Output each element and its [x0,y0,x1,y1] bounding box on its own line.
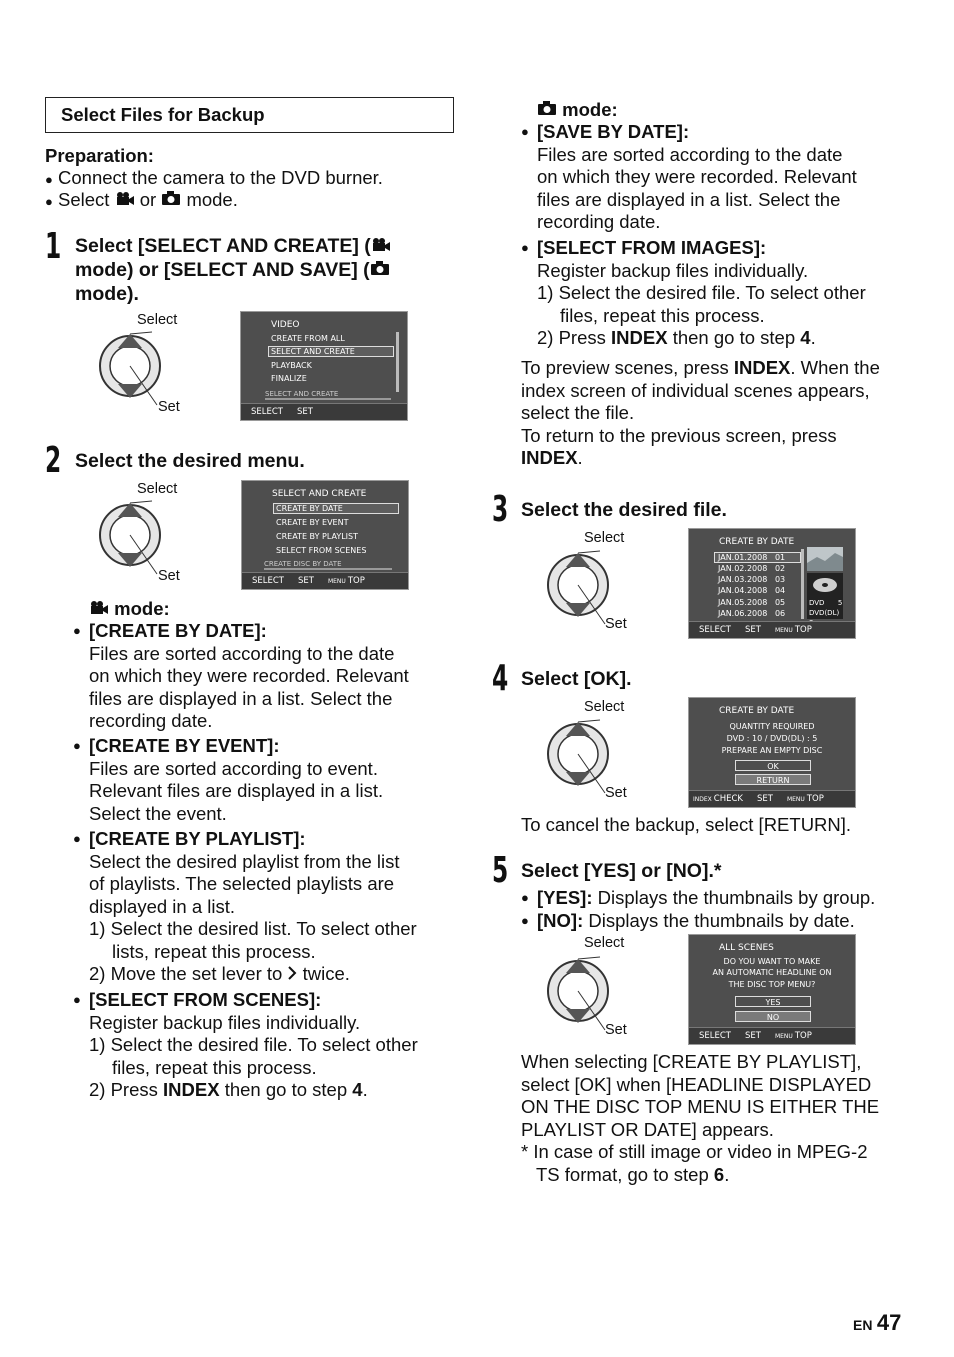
footer-set: SET [298,576,314,586]
step-ref: 6 [713,1163,725,1185]
preparation-item: ● Select or mode. [45,189,238,210]
select-label: Select [137,312,178,328]
menu-item-selected[interactable]: SELECT AND CREATE [269,347,393,356]
option-create-by-playlist: ● [CREATE BY PLAYLIST]: Select the desired playlist from the list of playlists. The selected playlists are displayed in a list. 1) Select the desired list. To select other lists, repeat this process. 2) Move the set lever to twice. [89,828,459,986]
step-title: Select [YES] or [NO].* [521,860,722,882]
substep-text: . [810,327,816,348]
step-ref: 4 [800,327,811,348]
step-title: Select the desired menu. [75,450,305,472]
language-code: EN [853,1317,873,1333]
footer-select: SELECT [251,407,283,417]
date-row-selected[interactable]: JAN.01.2008 01 [715,553,800,562]
step-title-text: mode). [75,283,139,305]
screen-title: ALL SCENES [719,943,774,953]
footer-select: SELECT [252,576,284,586]
note-text: To return to the previous screen, press [521,424,837,446]
option-create-by-event: ● [CREATE BY EVENT]: Files are sorted according to event. Relevant files are displayed in a list. Select the event. [89,735,459,825]
footer-set: SET [745,1031,761,1041]
still-camera-icon [161,189,181,210]
cancel-note: To cancel the backup, select [RETURN]. [521,814,852,835]
video-mode-heading [89,598,170,621]
index-button-text: INDEX [611,327,668,348]
footer-select: SELECT [699,625,731,635]
step-number: 4 [492,658,509,699]
note-text: To preview scenes, press [521,357,729,378]
set-label: Set [158,399,180,415]
preparation-text: Connect the camera to the DVD burner. [58,167,383,188]
heading-text: mode: [114,598,170,619]
select-label: Select [584,530,625,546]
footer-set: SET [297,407,313,417]
option-label: [CREATE BY PLAYLIST]: [89,828,306,849]
select-label: Select [137,481,178,497]
scrollbar [396,332,399,392]
section-title: Select Files for Backup [45,97,454,133]
substep-text: 2) Press [89,1079,158,1100]
option-text: files are displayed in a list. Select the [537,188,841,210]
chevron-right-icon [287,963,297,984]
preparation-text: mode. [186,189,238,210]
screen-title: SELECT AND CREATE [272,489,367,499]
screen-title: CREATE BY DATE [719,537,795,547]
footer-menu: MENU [786,796,805,803]
set-lever-diagram [540,935,660,1050]
note-text: ON THE DISC TOP MENU IS EITHER THE [521,1096,880,1117]
disc-info-panel [807,573,843,619]
footer-top: TOP [806,794,824,804]
option-label: [NO]: [537,909,584,931]
footer-select: SELECT [699,1031,731,1041]
option-text: on which they were recorded. Relevant [89,665,409,686]
substep-text: then go to step [224,1079,348,1100]
option-select-from-scenes: ● [SELECT FROM SCENES]: Register backup files individually. 1) Select the desired file. To select other files, repeat this process. 2) Press INDEX then go to step 4. [89,989,459,1102]
option-substep [89,963,459,986]
select-label: Select [584,699,625,715]
step-title: Select the desired file. [521,499,727,521]
substep-text: twice. [302,963,350,984]
index-button-text: INDEX [163,1079,220,1100]
date-row[interactable]: JAN.03.2008 03 [718,575,786,584]
screen-title: CREATE BY DATE [719,706,795,716]
heading-text: mode: [562,99,618,120]
set-label: Set [605,616,627,632]
option-substep: 1) Select the desired file. To select other [537,282,866,303]
preparation-heading: Preparation: [45,145,154,166]
still-mode-heading [537,99,618,122]
option-text: Files are sorted according to the date [537,143,843,165]
option-label: [SELECT FROM IMAGES]: [537,237,767,258]
step-title-text: mode) or [SELECT AND SAVE] ( [75,259,370,281]
lcd-screen-video-menu [240,311,408,421]
screen-footer [241,403,407,420]
note-text: PLAYLIST OR DATE] appears. [521,1118,774,1140]
page-number [853,1310,901,1336]
dvd-count: DVD 5 [809,599,843,607]
option-text: Register backup files individually. [89,1011,361,1033]
date-row[interactable]: JAN.05.2008 05 [718,598,786,607]
thumbnail-image [807,547,843,571]
option-save-by-date: ● [SAVE BY DATE]: Files are sorted according to the date on which they were recorded. Relevant files are displayed in a list. Select the recording date. [537,121,917,234]
step-title [75,234,455,306]
option-text: Displays the thumbnails by date. [588,909,855,931]
option-text: Select the event. [89,802,227,824]
preparation-text: Select [58,189,110,210]
lcd-screen-create-by-date-list [688,528,856,639]
option-substep: 1) Select the desired list. To select other [89,918,417,939]
footer-top: TOP [794,625,812,635]
preparation-text: or [139,189,157,210]
screen-footer [689,621,855,638]
option-text: recording date. [89,710,213,731]
option-text: of playlists. The selected playlists are [89,873,395,894]
lcd-screen-headline [688,934,856,1045]
video-camera-icon [115,189,135,210]
scrollbar [801,549,804,619]
date-row[interactable]: JAN.02.2008 02 [718,564,786,573]
dvddl-count: DVD(DL) [809,609,840,617]
screen-hint: CREATE DISC BY DATE [264,560,392,570]
screen-title: VIDEO [271,320,300,330]
screen-hint: SELECT AND CREATE [265,390,391,400]
menu-item[interactable]: FINALIZE [271,374,307,383]
note-text: . When the [790,357,880,378]
step-number: 1 [45,226,62,267]
option-text: Register backup files individually. [537,259,809,281]
date-row[interactable]: JAN.06.2008 06 [718,609,786,618]
ok-button[interactable]: OK [735,760,811,771]
option-text: recording date. [537,211,661,232]
lcd-screen-select-and-create [241,480,409,590]
option-label: [CREATE BY EVENT]: [89,735,280,756]
option-text: Relevant files are displayed in a list. [89,780,384,801]
select-label: Select [584,935,625,951]
option-create-by-date: ● [CREATE BY DATE]: Files are sorted according to the date on which they were recorded. Relevant files are displayed in a list. Select the recording date. [89,620,459,733]
screen-text: AN AUTOMATIC HEADLINE ON [712,968,832,977]
option-substep: files, repeat this process. [112,1056,317,1078]
option-label: [YES]: [537,887,593,908]
option-text: files are displayed in a list. Select the [89,687,393,709]
substep-text: then go to step [672,327,796,348]
note-text: index screen of individual scenes appears, [521,379,870,401]
screen-footer [242,572,408,589]
screen-text: DVD : 10 / DVD(DL) : 5 [726,734,818,743]
menu-item[interactable]: CREATE FROM ALL [271,334,345,343]
footer-index: INDEX [693,796,712,803]
option-label: [SELECT FROM SCENES]: [89,989,322,1010]
menu-item-selected[interactable]: CREATE BY DATE [274,504,398,513]
index-button-text: INDEX [521,447,578,468]
substep-text: . [362,1079,368,1100]
option-text: Files are sorted according to event. [89,757,378,779]
still-camera-icon [537,99,557,120]
preparation-item: ● Connect the camera to the DVD burner. [45,167,383,188]
set-label: Set [605,785,627,801]
screen-text: DO YOU WANT TO MAKE [723,957,821,966]
footer-set: SET [745,625,761,635]
screen-text: PREPARE AN EMPTY DISC [721,746,823,755]
option-text: Files are sorted according to the date [89,642,395,664]
return-button[interactable]: RETURN [735,774,811,785]
option-select-from-images: ● [SELECT FROM IMAGES]: Register backup files individually. 1) Select the desired file. To select other files, repeat this process. 2) Press INDEX then go to step 4. [537,237,917,350]
screen-text: QUANTITY REQUIRED [729,722,815,731]
no-button[interactable]: NO [735,1011,811,1022]
set-lever-diagram [540,529,660,644]
substep-text: 2) Move the set lever to [89,963,283,984]
menu-item[interactable]: SELECT FROM SCENES [276,546,367,555]
step-title-text: Select [SELECT AND CREATE] ( [75,235,371,257]
preview-note [521,357,916,470]
yes-button[interactable]: YES [735,996,811,1007]
note-text: select [OK] when [HEADLINE DISPLAYED [521,1073,872,1095]
screen-footer [689,790,855,807]
option-substep: 1) Select the desired file. To select other [89,1034,418,1055]
yes-no-options: ● [YES]: Displays the thumbnails by group. ● [NO]: Displays the thumbnails by date. [521,887,876,931]
option-label: [CREATE BY DATE]: [89,620,267,641]
set-lever-diagram [540,698,660,813]
menu-item[interactable]: CREATE BY EVENT [276,518,349,527]
note-text: . [577,447,583,468]
option-text: on which they were recorded. Relevant [537,166,857,187]
date-row[interactable]: JAN.04.2008 04 [718,586,786,595]
footer-menu: MENU [774,1033,793,1040]
note-text: When selecting [CREATE BY PLAYLIST], [521,1051,862,1072]
footer-top: TOP [347,576,365,586]
set-label: Set [605,1022,627,1038]
option-substep [537,327,917,350]
playlist-note [521,1051,921,1186]
footer-check: CHECK [713,794,743,804]
step-number: 5 [492,850,509,891]
option-substep: files, repeat this process. [560,304,765,326]
step-title: Select [OK]. [521,668,632,690]
footnote-text: TS format, go to step 6. [536,1163,730,1185]
page-number-value: 47 [876,1310,902,1335]
option-label: [SAVE BY DATE]: [537,121,690,142]
option-text: Displays the thumbnails by group. [597,887,876,908]
footer-menu: MENU [774,627,793,634]
step-ref: 4 [352,1079,363,1100]
footnote-text: * In case of still image or video in MPEG-2 [521,1141,868,1162]
step-number: 2 [45,440,62,481]
footer-set: SET [757,794,773,804]
footer-top: TOP [794,1031,812,1041]
option-substep [89,1079,459,1102]
index-button-text: INDEX [733,357,791,378]
screen-text: THE DISC TOP MENU? [728,980,816,989]
footer-menu: MENU [327,578,346,585]
option-text: displayed in a list. [89,895,236,917]
option-substep: lists, repeat this process. [112,940,316,962]
substep-text: 2) Press [537,327,606,348]
option-text: Select the desired playlist from the list [89,850,400,872]
lcd-screen-quantity [688,697,856,808]
still-camera-icon [370,259,390,281]
set-label: Set [158,568,180,584]
menu-item[interactable]: PLAYBACK [271,361,312,370]
screen-footer [689,1027,855,1044]
video-camera-icon [371,235,391,257]
menu-item[interactable]: CREATE BY PLAYLIST [276,532,358,541]
note-text: select the file. [521,402,635,423]
video-camera-icon [89,598,109,619]
step-number: 3 [492,489,509,530]
